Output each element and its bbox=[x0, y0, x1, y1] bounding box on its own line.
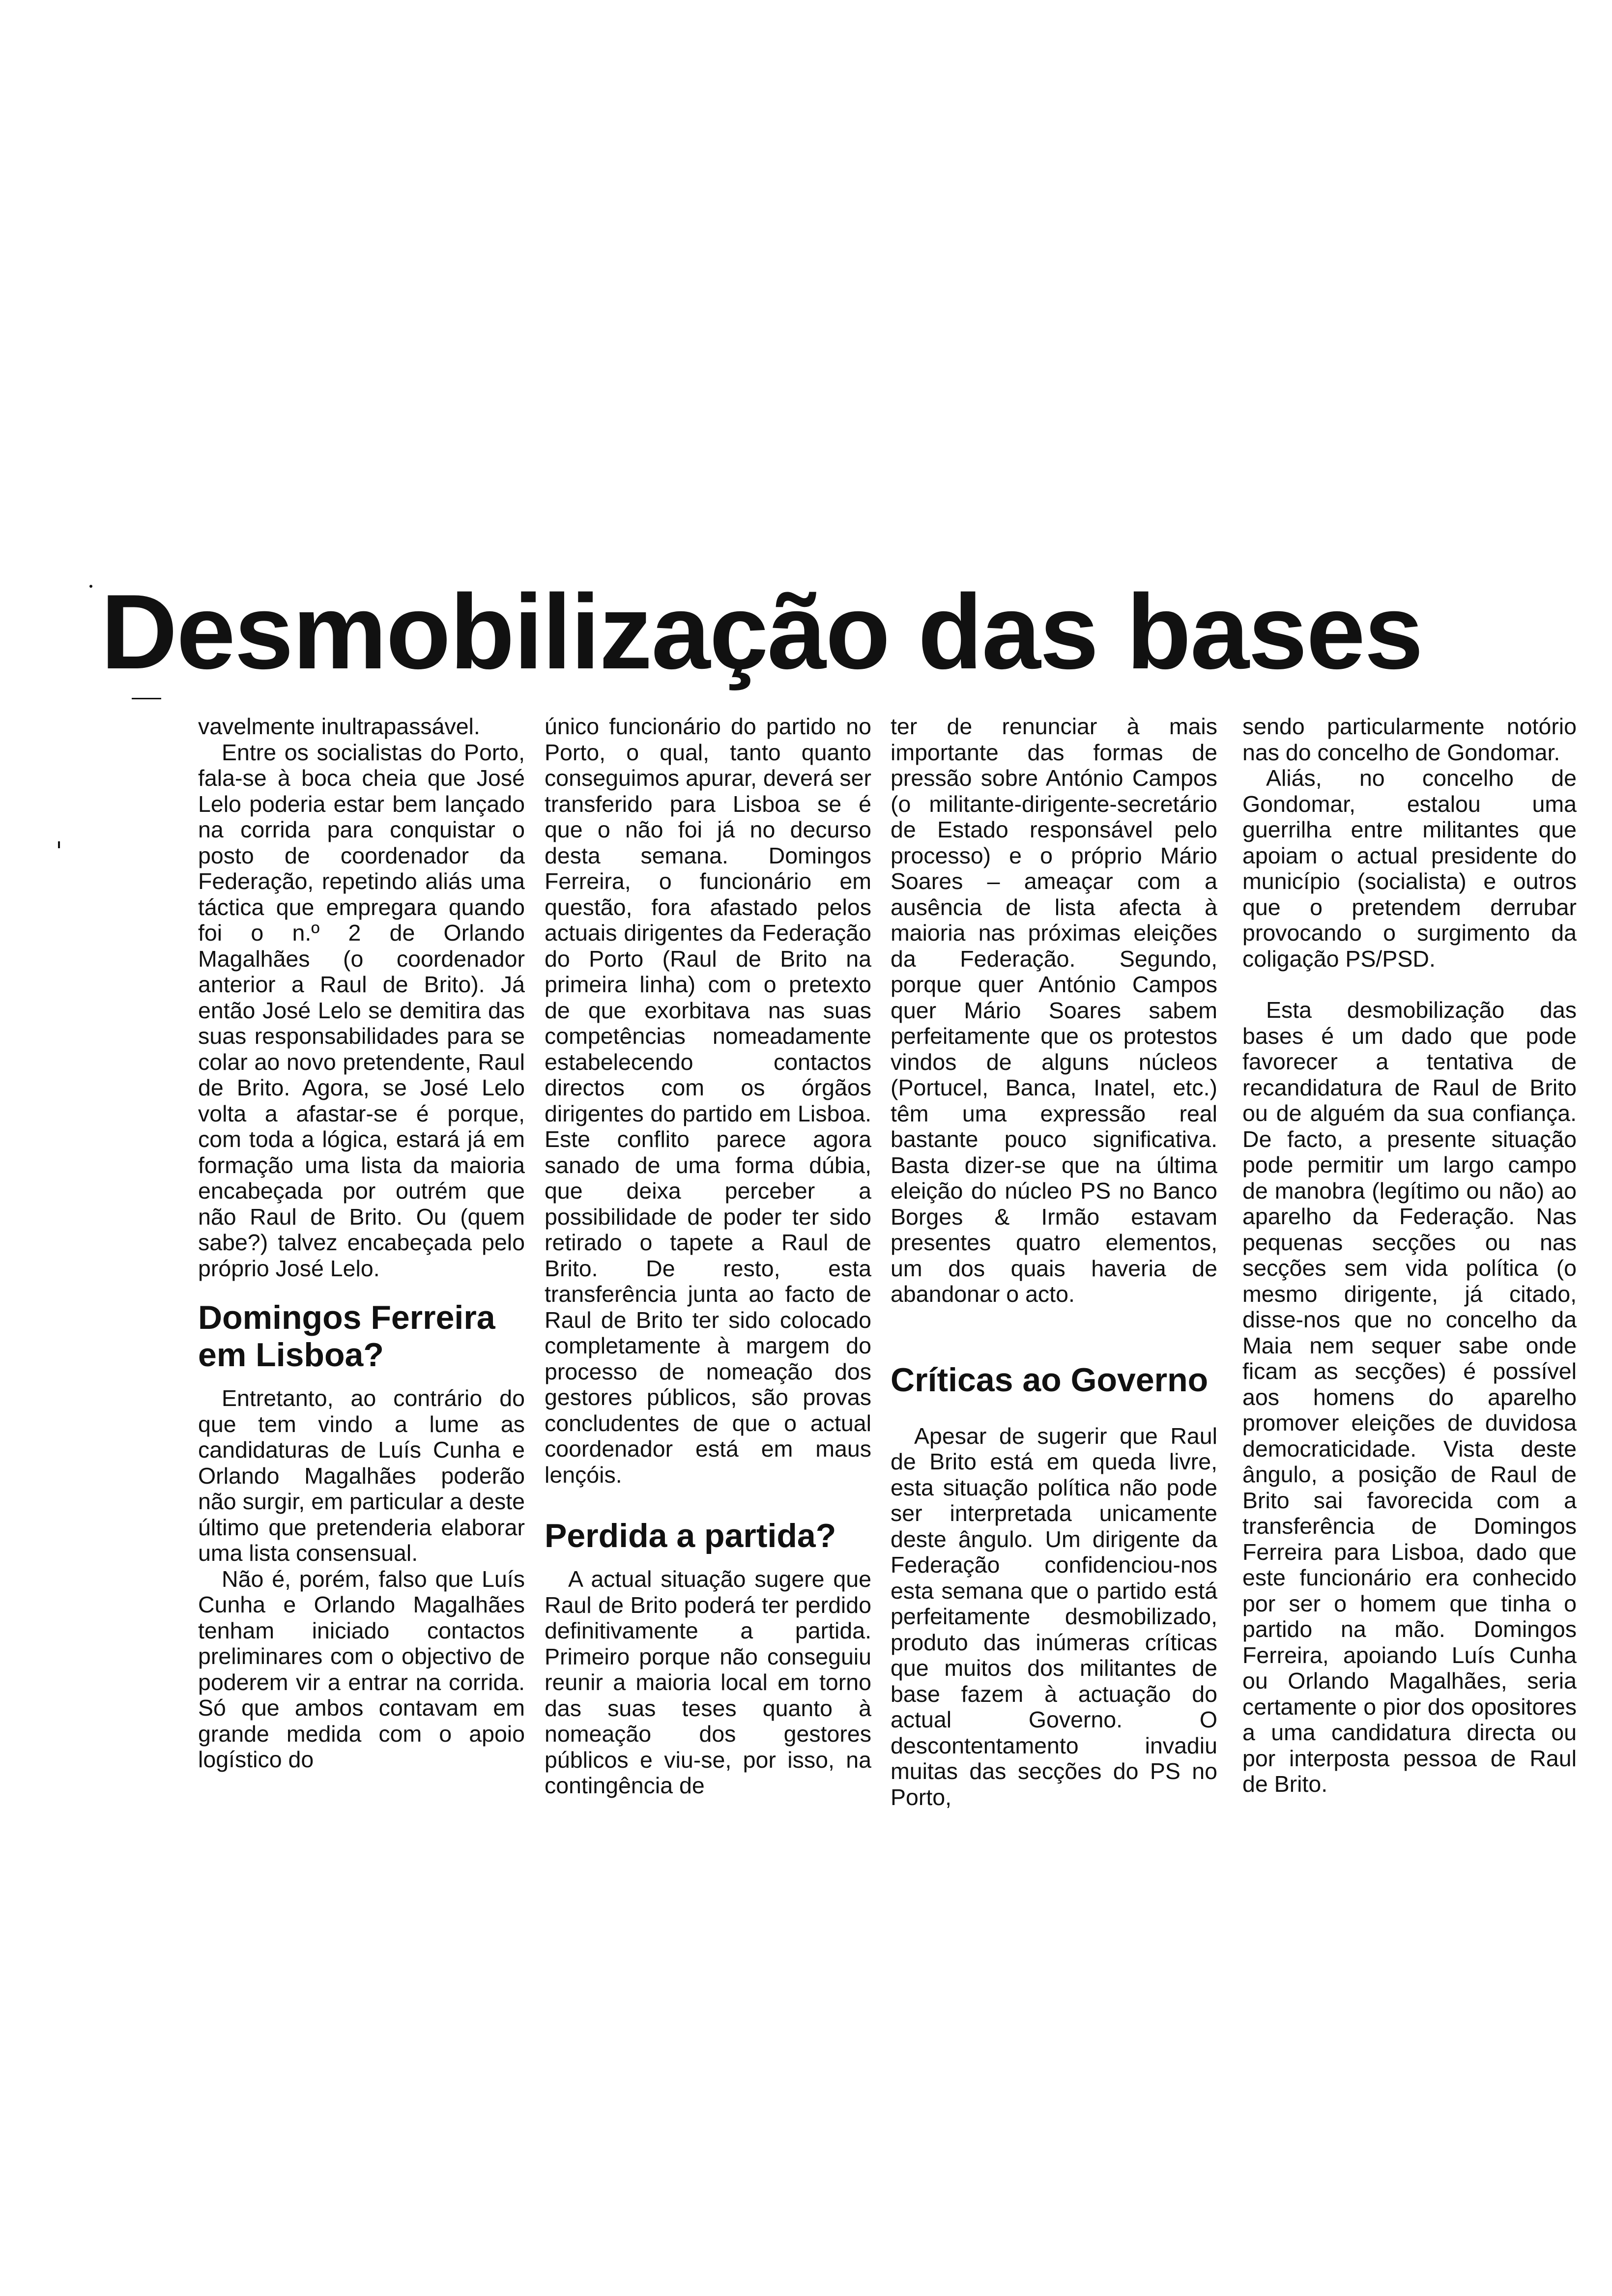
article-column-2 bbox=[545, 714, 871, 1799]
paragraph: único funcionário do partido no Porto, o qual, tanto quanto conseguimos apurar, deverá ser transferido para Lisboa se é que o não foi já no decurso desta semana. Domingos Ferreira, o funcionário em questão, fora afastado pelos actuais dirigentes da Federação do Porto (Raul de Brito na primeira linha) com o pretexto de que exorbitava nas suas competências nomeadamente estabelecendo contactos directos com os órgãos dirigentes do partido em Lisboa. Este conflito parece agora sanado de uma forma dúbia, que deixa perceber a possibilidade de poder ter sido retirado o tapete a Raul de Brito. De resto, esta transferência junta ao facto de Raul de Brito ter sido colocado completamente à margem do processo de nomeação dos gestores públicos, são provas concludentes de que o actual coordenador está em maus lençóis. bbox=[545, 714, 871, 1488]
paragraph: Entretanto, ao contrário do que tem vindo a lume as candidaturas de Luís Cunha e Orlando Magalhães poderão não surgir, em particular a deste último que pretenderia elaborar uma lista consensual. bbox=[198, 1385, 525, 1566]
paragraph: A actual situação sugere que Raul de Brito poderá ter perdido definitivamente a partida. Primeiro porque não conseguiu reunir a maioria local em torno das suas teses quanto à nomeação dos gestores públicos e viu-se, por isso, na contingência de bbox=[545, 1566, 871, 1798]
article-column-1 bbox=[198, 714, 525, 1773]
paragraph: Entre os socialistas do Porto, fala-se à boca cheia que José Lelo poderia estar bem lançado na corrida para conquistar o posto de coordenador da Federação, repetindo aliás uma táctica que empregara quando foi o n.º 2 de Orlando Magalhães (o coordenador anterior a Raul de Brito). Já então José Lelo se demitira das suas responsabilidades para se colar ao novo pretendente, Raul de Brito. Agora, se José Lelo volta a afastar-se é porque, com toda a lógica, estará já em formação uma lista da maioria encabeçada por outrém que não Raul de Brito. Ou (quem sabe?) talvez encabeçada pelo próprio José Lelo. bbox=[198, 739, 525, 1281]
scan-mark bbox=[132, 698, 161, 699]
scan-mark bbox=[89, 585, 92, 588]
subheading: Perdida a partida? bbox=[545, 1517, 836, 1554]
article-column-3 bbox=[891, 714, 1217, 1810]
paragraph: Esta desmobilização das bases é um dado que pode favorecer a tentativa de recandidatura de Raul de Brito ou de alguém da sua confiança. De facto, a presente situação pode permitir um largo campo de manobra (legítimo ou não) ao aparelho da Federação. Nas pequenas secções ou nas secções sem vida política (o mesmo dirigente, já citado, disse-nos que no concelho da Maia nem sequer sabe onde ficam as secções) é possível aos homens do aparelho promover eleições de duvidosa democraticidade. Vista deste ângulo, a posição de Raul de Brito sai favorecida com a transferência de Domingos Ferreira para Lisboa, dado que este funcionário era conhecido por ser o homem que tinha o partido na mão. Domingos Ferreira, apoiando Luís Cunha ou Orlando Magalhães, seria certamente o pior dos opositores a uma candidatura directa ou por interposta pessoa de Raul de Brito. bbox=[1242, 997, 1577, 1797]
headline: Desmobilização das bases bbox=[101, 572, 1423, 691]
paragraph: sendo particularmente notório nas do concelho de Gondomar. bbox=[1242, 714, 1577, 765]
article-column-4 bbox=[1242, 714, 1577, 1797]
subheading: Domingos Ferreira em Lisboa? bbox=[198, 1299, 495, 1374]
paragraph: vavelmente inultrapassável. bbox=[198, 714, 480, 739]
paragraph: ter de renunciar à mais importante das formas de pressão sobre António Campos (o militante-dirigente-secretário de Estado responsável pelo processo) e o próprio Mário Soares – ameaçar com a ausência de lista afecta à maioria nas próximas eleições da Federação. Segundo, porque quer António Campos quer Mário Soares sabem perfeitamente que os protestos vindos de alguns núcleos (Portucel, Banca, Inatel, etc.) têm uma expressão real bastante pouco significativa. Basta dizer-se que na última eleição do núcleo PS no Banco Borges & Irmão estavam presentes quatro elementos, um dos quais haveria de abandonar o acto. bbox=[891, 714, 1217, 1307]
paragraph: Não é, porém, falso que Luís Cunha e Orlando Magalhães tenham iniciado contactos preliminares com o objectivo de poderem vir a entrar na corrida. Só que ambos contavam em grande medida com o apoio logístico do bbox=[198, 1566, 525, 1772]
paragraph: Apesar de sugerir que Raul de Brito está em queda livre, esta situação política não pode ser interpretada unicamente deste ângulo. Um dirigente da Federação confidenciou-nos esta semana que o partido está perfeitamente desmobilizado, produto das inúmeras críticas que muitos dos militantes de base fazem à actuação do actual Governo. O descontentamento invadiu muitas das secções do PS no Porto, bbox=[891, 1423, 1217, 1810]
paragraph: Aliás, no concelho de Gondomar, estalou uma guerrilha entre militantes que apoiam o actual presidente do município (socialista) e outros que o pretendem derrubar provocando o surgimento da coligação PS/PSD. bbox=[1242, 765, 1577, 972]
subheading: Críticas ao Governo bbox=[891, 1361, 1209, 1399]
scan-mark bbox=[58, 841, 60, 848]
